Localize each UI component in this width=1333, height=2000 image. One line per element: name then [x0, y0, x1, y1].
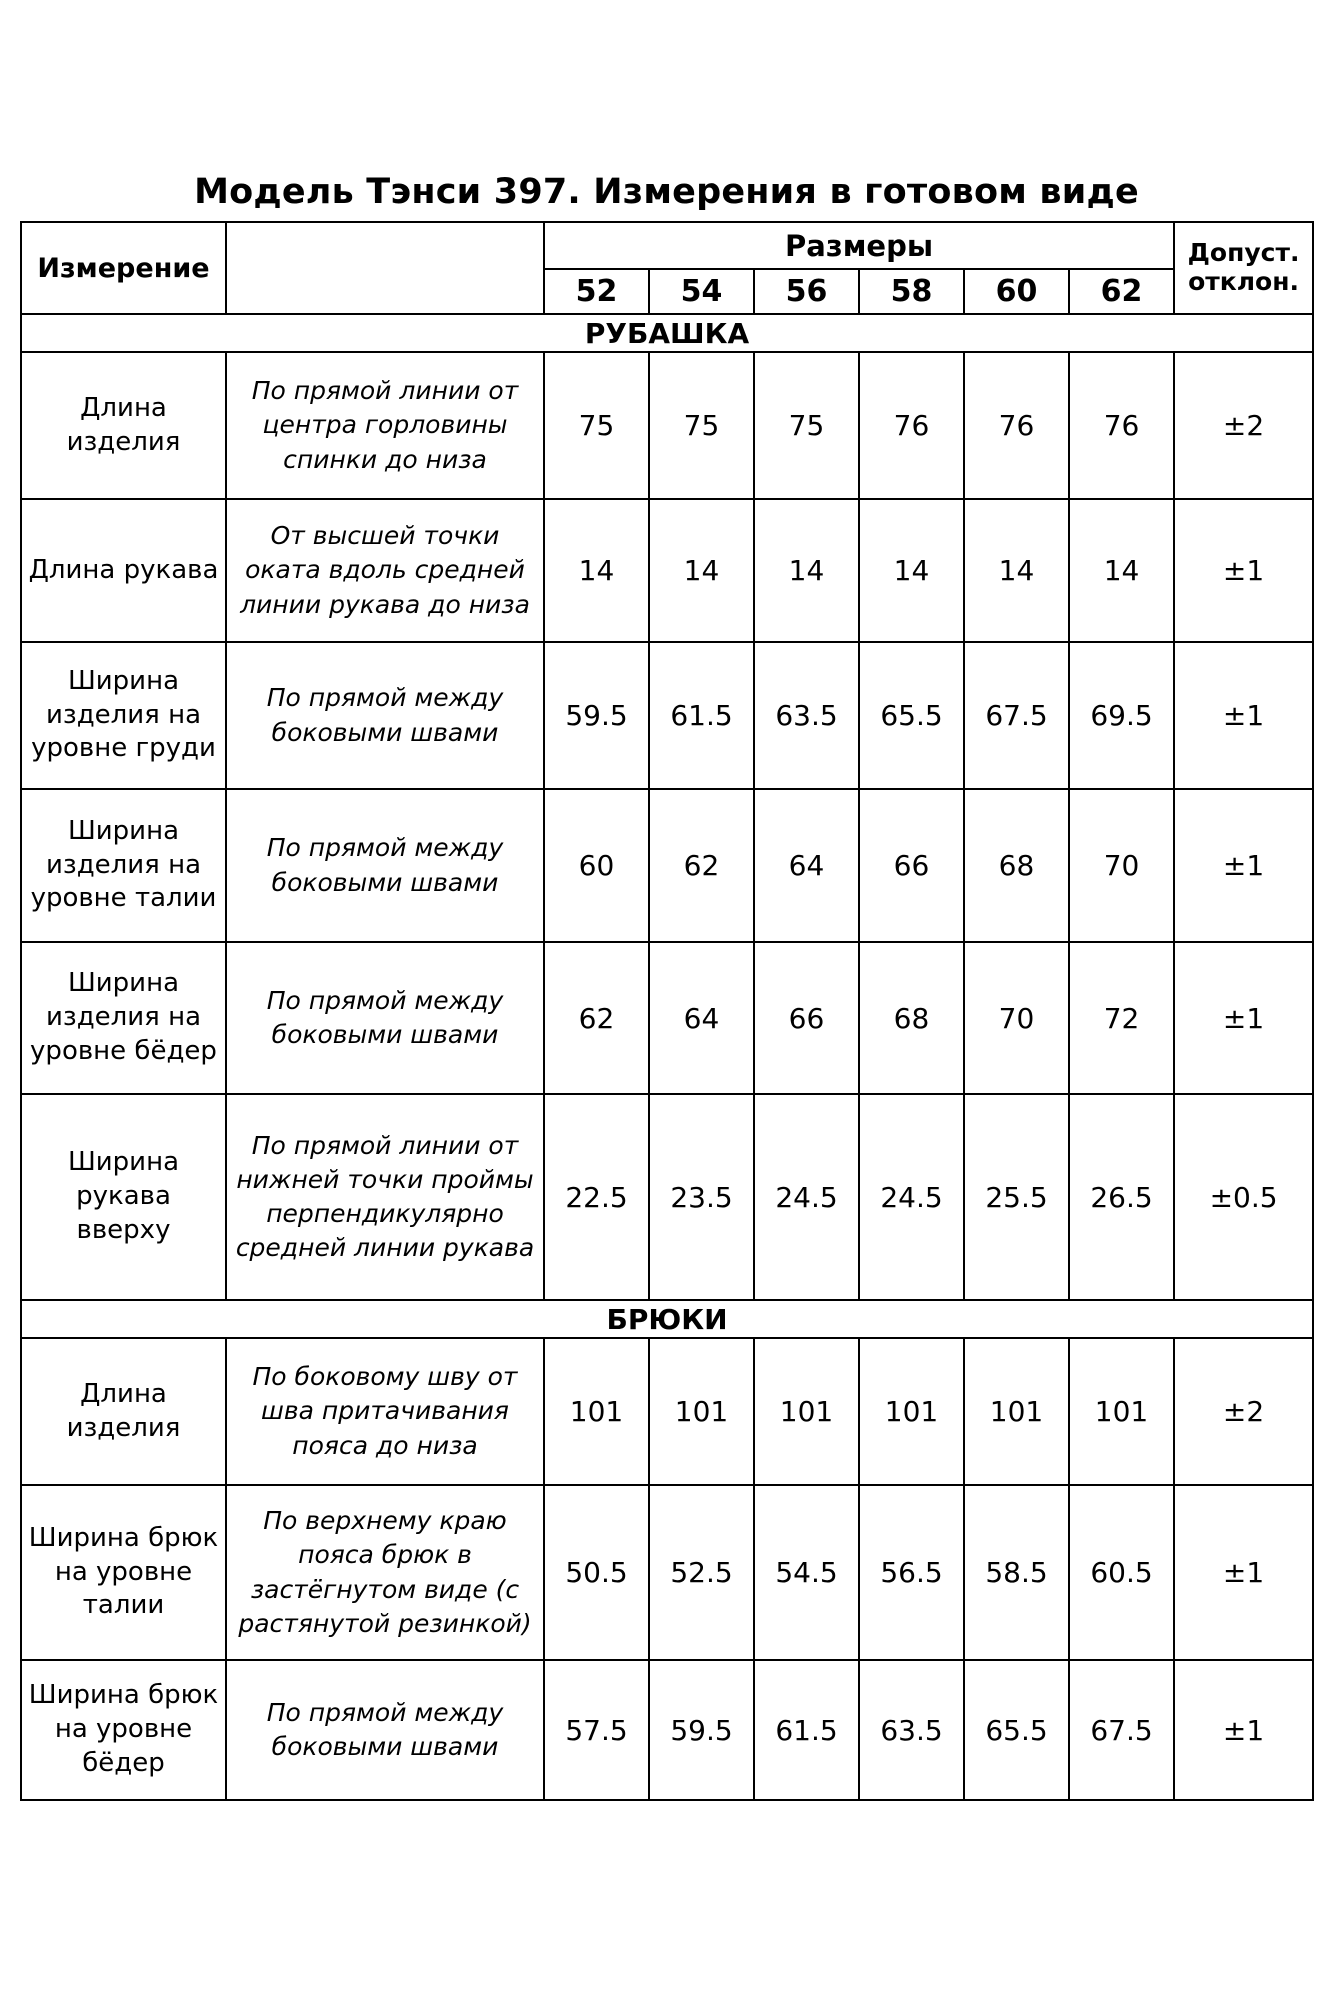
- size-value: 59.5: [544, 642, 649, 789]
- measurement-name: Длина изделия: [21, 352, 226, 499]
- measurement-description: По прямой линии от центра горловины спинки до низа: [226, 352, 544, 499]
- size-value: 57.5: [544, 1660, 649, 1800]
- measurement-name: Ширина брюк на уровне бёдер: [21, 1660, 226, 1800]
- measurement-description: По прямой между боковыми швами: [226, 942, 544, 1094]
- measurement-description: По прямой линии от нижней точки проймы перпендикулярно средней линии рукава: [226, 1094, 544, 1300]
- tolerance-value: ±1: [1174, 642, 1313, 789]
- measurement-description: От высшей точки оката вдоль средней линии рукава до низа: [226, 499, 544, 642]
- size-value: 101: [964, 1338, 1069, 1485]
- size-value: 66: [754, 942, 859, 1094]
- table-row: [21, 1338, 1313, 1485]
- table-row: [21, 1485, 1313, 1660]
- size-value: 61.5: [649, 642, 754, 789]
- size-value: 101: [1069, 1338, 1174, 1485]
- measurement-name: Ширина изделия на уровне бёдер: [21, 942, 226, 1094]
- size-value: 66: [859, 789, 964, 942]
- tolerance-value: ±0.5: [1174, 1094, 1313, 1300]
- measurement-name: Ширина изделия на уровне груди: [21, 642, 226, 789]
- measurement-description: По боковому шву от шва притачивания пояса до низа: [226, 1338, 544, 1485]
- size-value: 52.5: [649, 1485, 754, 1660]
- size-value: 68: [859, 942, 964, 1094]
- size-value: 22.5: [544, 1094, 649, 1300]
- measurement-description: По прямой между боковыми швами: [226, 789, 544, 942]
- size-value: 69.5: [1069, 642, 1174, 789]
- tolerance-value: ±1: [1174, 499, 1313, 642]
- section-row: [21, 1300, 1313, 1338]
- page-title: Модель Тэнси 397. Измерения в готовом виде: [194, 172, 1139, 212]
- size-header: 62: [1069, 269, 1174, 314]
- measurement-description: По прямой между боковыми швами: [226, 642, 544, 789]
- tolerance-value: ±2: [1174, 1338, 1313, 1485]
- size-value: 65.5: [964, 1660, 1069, 1800]
- tolerance-value: ±1: [1174, 1660, 1313, 1800]
- size-value: 26.5: [1069, 1094, 1174, 1300]
- size-value: 14: [1069, 499, 1174, 642]
- size-value: 14: [859, 499, 964, 642]
- table-body: [21, 222, 1313, 1800]
- tolerance-value: ±1: [1174, 789, 1313, 942]
- tolerance-value: ±1: [1174, 1485, 1313, 1660]
- size-value: 70: [1069, 789, 1174, 942]
- table-row: [21, 1094, 1313, 1300]
- measurement-header: Измерение: [21, 222, 226, 314]
- size-value: 101: [544, 1338, 649, 1485]
- size-value: 70: [964, 942, 1069, 1094]
- size-value: 54.5: [754, 1485, 859, 1660]
- size-value: 101: [649, 1338, 754, 1485]
- size-value: 24.5: [754, 1094, 859, 1300]
- size-value: 64: [754, 789, 859, 942]
- size-value: 76: [859, 352, 964, 499]
- size-value: 63.5: [859, 1660, 964, 1800]
- size-value: 14: [649, 499, 754, 642]
- table-row: [21, 642, 1313, 789]
- size-value: 14: [754, 499, 859, 642]
- size-value: 75: [754, 352, 859, 499]
- size-value: 75: [544, 352, 649, 499]
- size-header: 56: [754, 269, 859, 314]
- measurement-name: Ширина рукава вверху: [21, 1094, 226, 1300]
- size-value: 14: [964, 499, 1069, 642]
- size-value: 50.5: [544, 1485, 649, 1660]
- size-value: 56.5: [859, 1485, 964, 1660]
- size-value: 64: [649, 942, 754, 1094]
- tolerance-value: ±1: [1174, 942, 1313, 1094]
- size-header: 54: [649, 269, 754, 314]
- tolerance-value: ±2: [1174, 352, 1313, 499]
- size-value: 14: [544, 499, 649, 642]
- measurement-table: [20, 221, 1314, 1801]
- size-value: 68: [964, 789, 1069, 942]
- header-row: [21, 222, 1313, 269]
- size-value: 101: [859, 1338, 964, 1485]
- tolerance-header: [1174, 222, 1313, 314]
- size-header: 58: [859, 269, 964, 314]
- size-value: 61.5: [754, 1660, 859, 1800]
- table-row: [21, 789, 1313, 942]
- measurement-name: Ширина изделия на уровне талии: [21, 789, 226, 942]
- section-row: [21, 314, 1313, 352]
- tolerance-header-line1: Допуст.: [1187, 238, 1300, 268]
- size-value: 60: [544, 789, 649, 942]
- size-header: 52: [544, 269, 649, 314]
- size-value: 75: [649, 352, 754, 499]
- size-value: 59.5: [649, 1660, 754, 1800]
- size-value: 101: [754, 1338, 859, 1485]
- section-title: РУБАШКА: [21, 314, 1313, 352]
- size-value: 62: [544, 942, 649, 1094]
- measurement-name: Длина рукава: [21, 499, 226, 642]
- table-row: [21, 942, 1313, 1094]
- size-header: 60: [964, 269, 1069, 314]
- section-title: БРЮКИ: [21, 1300, 1313, 1338]
- size-value: 63.5: [754, 642, 859, 789]
- table-row: [21, 352, 1313, 499]
- size-value: 72: [1069, 942, 1174, 1094]
- size-value: 76: [1069, 352, 1174, 499]
- size-value: 25.5: [964, 1094, 1069, 1300]
- size-value: 23.5: [649, 1094, 754, 1300]
- size-value: 62: [649, 789, 754, 942]
- size-value: 60.5: [1069, 1485, 1174, 1660]
- measurement-name: Длина изделия: [21, 1338, 226, 1485]
- tolerance-header-line2: отклон.: [1188, 267, 1299, 296]
- size-value: 67.5: [964, 642, 1069, 789]
- description-header: [226, 222, 544, 314]
- size-value: 65.5: [859, 642, 964, 789]
- size-value: 67.5: [1069, 1660, 1174, 1800]
- table-row: [21, 1660, 1313, 1800]
- measurement-description: По прямой между боковыми швами: [226, 1660, 544, 1800]
- table-row: [21, 499, 1313, 642]
- measurement-description: По верхнему краю пояса брюк в застёгнутом виде (с растянутой резинкой): [226, 1485, 544, 1660]
- sizes-header: Размеры: [544, 222, 1174, 269]
- size-value: 24.5: [859, 1094, 964, 1300]
- measurement-name: Ширина брюк на уровне талии: [21, 1485, 226, 1660]
- size-value: 76: [964, 352, 1069, 499]
- size-value: 58.5: [964, 1485, 1069, 1660]
